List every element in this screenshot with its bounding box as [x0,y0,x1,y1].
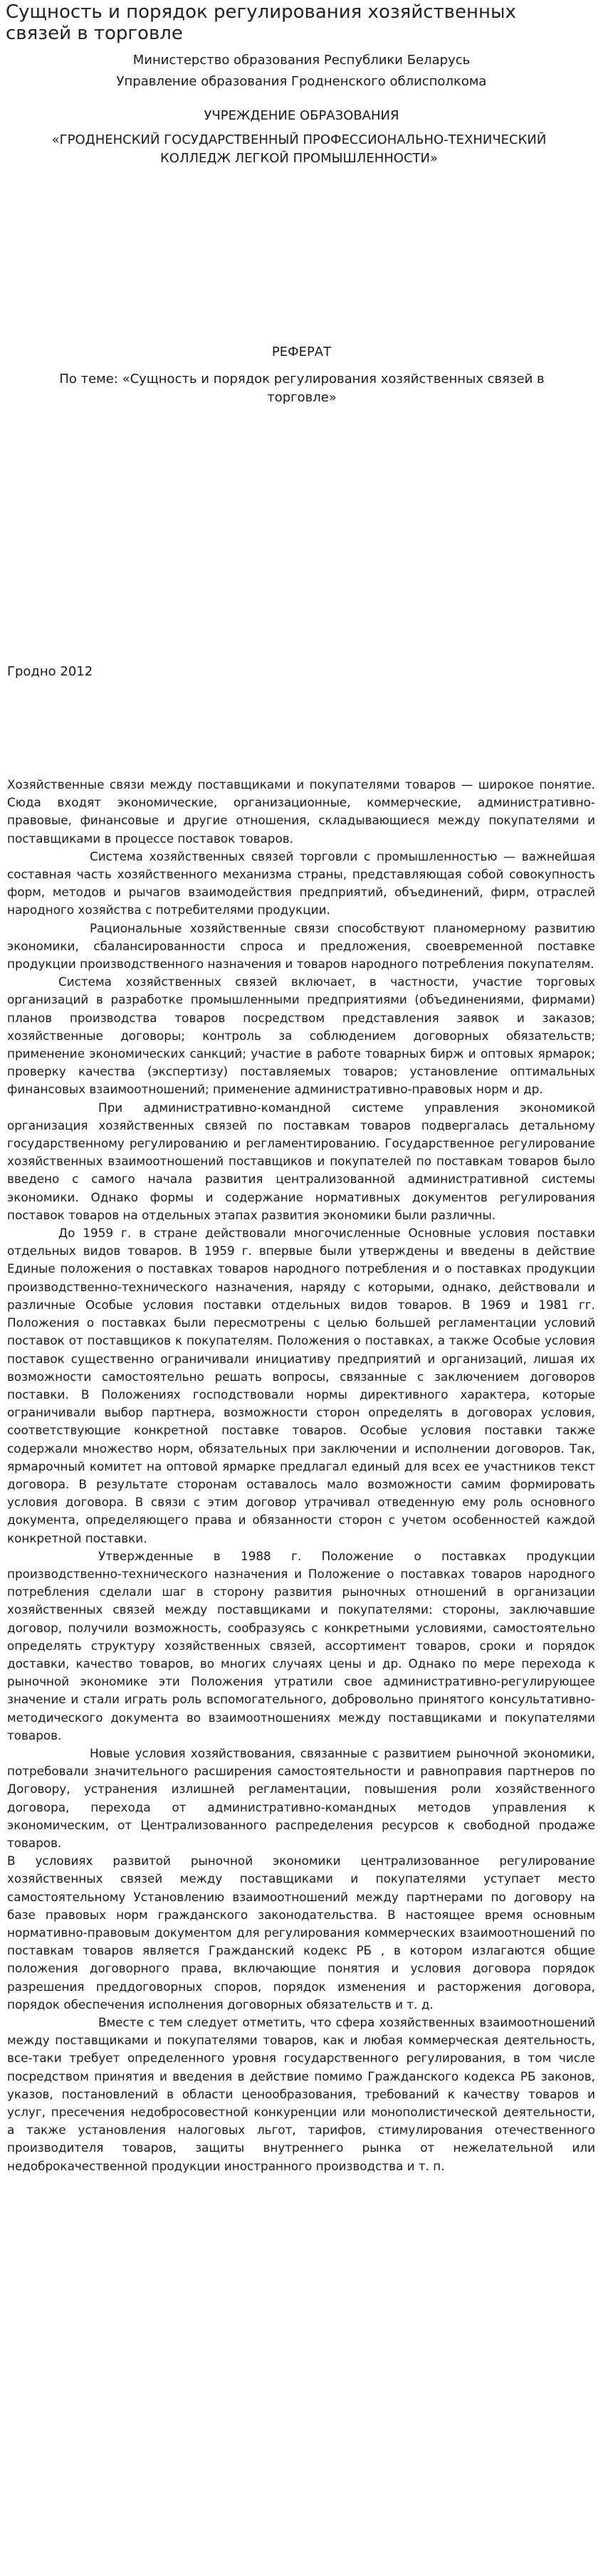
ministry-line [0,51,603,70]
paragraph: Система хозяйственных связей торговли с промышленностью — важнейшая составная часть хозяйственного механизма страны, представляющая собой совокупность форм, методов и рычагов взаимодействия предприятий, объединений, фирм, отраслей народного хозяйства с потребителями продукции. [7,848,595,918]
college-name [28,131,570,168]
paragraph: При административно-командной системе управления экономикой организация хозяйственных связей по поставкам товаров подвергалась детальному государственному регулированию и регламентированию. Государственное регулирование хозяйственных взаимоотношений поставщиков и покупателей по поставкам товаров было введено с самого начала развития централизованной административной системы экономики. Однако формы и содержание нормативных документов регулирования поставок товаров на отдельных этапах развития экономики были различны. [7,1100,595,1222]
paragraph: Хозяйственные связи между поставщиками и покупателями товаров — широкое понятие. Сюда входят экономические, организационные, коммерческие, административно-правовые, финансовые и другие отношения, складывающиеся между покупателями и поставщиками в процессе поставок товаров. [7,777,595,846]
work-topic [31,370,572,407]
topic-text: По теме: «Сущность и порядок регулирования хозяйственных связей в торговле» [59,372,545,405]
paragraph: Новые условия хозяйствования, связанные с развитием рыночной экономики, потребовали значительного расширения самостоятельности и равноправия партнеров по Договору, устранения излишней регламентации, повышения роли хозяйственного договора, перехода от административно-командных методов управления к экономическим, от Централизованного распределения ресурсов к свободной продаже товаров. [7,1745,595,1850]
work-type-heading [0,343,603,362]
paragraph: Рациональные хозяйственные связи способствуют планомерному развитию экономики, сбалансированности спроса и предложения, своевременной поставке продукции производственного назначения и товаров народного потребления покупателям. [7,920,595,972]
paragraph: В условиях развитой рыночной экономики централизованное регулирование хозяйственных связей между поставщиками и покупателями уступает место самостоятельному Установлению взаимоотношений между партнерами по договору на базе правовых норм гражданского законодательства. В настоящее время основным нормативно-правовым документом для регулирования коммерческих взаимоотношений по поставкам товаров является Гражданский кодекс РБ , в котором излагаются общие положения договорного права, включающие понятия и условия договора порядок разрешения преддоговорных споров, порядок изменения и расторжения договора, порядок обеспечения исполнения договорных обязательств и т. д. [7,1854,595,2012]
institution-line [0,107,603,125]
document-body [7,776,595,2570]
ministry-text: Министерство образования Республики Беларусь [132,53,471,68]
department-line [0,73,603,91]
paragraph: До 1959 г. в стране действовали многочисленные Основные условия поставки отдельных видов товаров. В 1959 г. впервые были утверждены и введены в действие Единые положения о поставках товаров народного потребления и о поставках продукции производственно-технического назначения, наряду с которыми, однако, действовали и различные Особые условия поставки отдельных видов товаров. В 1969 и 1981 гг. Положения о поставках были пересмотрены с целью большей регламентации условий поставок от поставщиков к покупателям. Положения о поставках, а также Особые условия поставок существенно ограничивали инициативу предприятий и организаций, лишая их возможности самостоятельно решать вопросы, связанные с заключением договоров поставки. В Положениях господствовали нормы директивного характера, которые ограничивали выбор партнера, возможности сторон определять в договорах условия, соответствующие конкретной поставке товаров. Особые условия поставки также содержали множество норм, обязательных при заключении и исполнении договоров. Так, ярмарочный комитет на оптовой ярмарке предлагал единый для всех ее участников текст договора. В результате сторонам оставалось мало возможности самим формировать условия договора. В связи с этим договор утрачивал отведенную ему роль основного документа, определяющего права и обязанности сторон с учетом особенностей каждой конкретной поставки. [7,1226,595,1545]
paragraph: Система хозяйственных связей включает, в частности, участие торговых организаций в разработке промышленными предприятиями (объединениями, фирмами) планов производства товаров посредством представления заявок и заказов; хозяйственные договоры; контроль за соблюдением договорных обязательств; применение экономических санкций; участие в работе товарных бирж и оптовых ярмарок; проверку качества (экспертизу) поставляемых товаров; установление оптимальных финансовых взаимоотношений; применение административно-правовых норм и др. [7,974,595,1097]
paragraph: Вместе с тем следует отметить, что сфера хозяйственных взаимоотношений между поставщиками и покупателями товаров, как и любая коммерческая деятельность, все-таки требует определенного уровня государственного регулирования, в том числе посредством принятия и введения в действие помимо Гражданского кодекса РБ законов, указов, постановлений в области ценообразования, требований к качеству товаров и услуг, пресечения недобросовестной конкуренции или монополистической деятельности, а также установления налоговых льгот, тарифов, стимулирования отечественного производителя товаров, защиты внутреннего рынка от нежелательной или недоброкачественной продукции иностранного производства и т. п. [7,2015,595,2173]
college-text: «ГРОДНЕНСКИЙ ГОСУДАРСТВЕННЫЙ ПРОФЕССИОНАЛЬНО-ТЕХНИЧЕСКИЙ КОЛЛЕДЖ ЛЕГКОЙ ПРОМЫШЛЕННОСТИ» [51,132,547,166]
department-text: Управление образования Гродненского облисполкома [116,74,487,89]
work-type-text: РЕФЕРАТ [271,345,332,359]
city-year: Гродно 2012 [7,664,93,679]
document-title: Сущность и порядок регулирования хозяйственных связей в торговле [6,1,516,44]
institution-text: УЧРЕЖДЕНИЕ ОБРАЗОВАНИЯ [204,108,399,123]
paragraph: Утвержденные в 1988 г. Положение о поставках продукции производственно-технического назначения и Положение о поставках товаров народного потребления сделали шаг в сторону развития рыночных отношений в организации хозяйственных связей между поставщиками и покупателями: стороны, заключавшие договор, получили возможность, сообразуясь с конкретными условиями, самостоятельно определять структуру хозяйственных связей, ассортимент товаров, сроки и порядок доставки, качество товаров, во многих случаях цены и др. Однако по мере перехода к рыночной экономике эти Положения утратили свое административно-регулирующее значение и стали играть роль вспомогательного, добровольно принятого консультативно-методического документа во взаимоотношениях между поставщиками и покупателями товаров. [7,1548,595,1742]
